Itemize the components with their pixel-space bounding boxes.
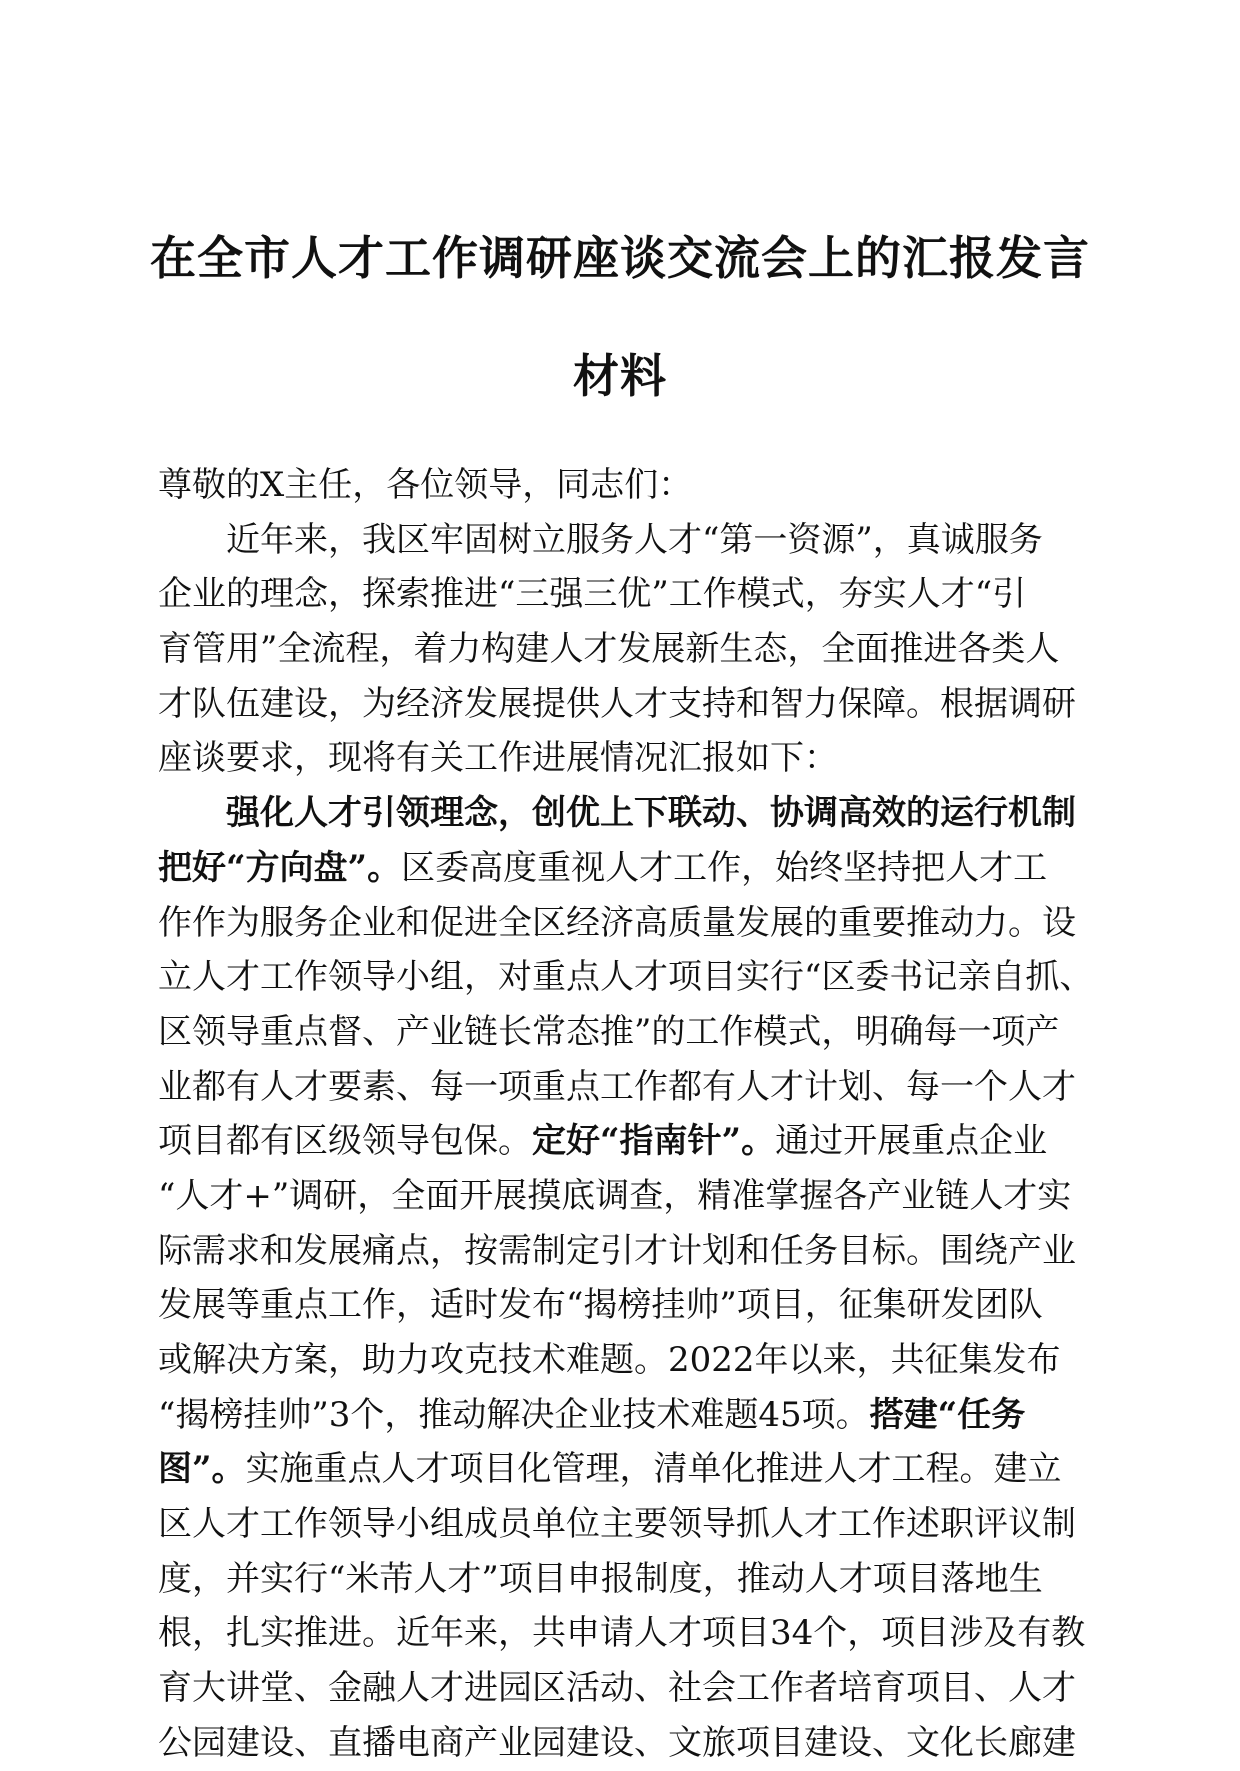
paragraph-line bbox=[158, 950, 1094, 1005]
text-run: 立人才工作领导小组，对重点人才项目实行“区委书记亲自抓、 bbox=[158, 957, 1094, 998]
text-run: 区委高度重视人才工作，始终坚持把人才工 bbox=[401, 847, 1048, 888]
paragraph-line bbox=[158, 896, 1088, 951]
paragraph-line bbox=[158, 1716, 1088, 1771]
text-run: “人才+”调研，全面开展摸底调查，精准掌握各产业链人才实 bbox=[158, 1175, 1072, 1216]
text-run: 才队伍建设，为经济发展提供人才支持和智力保障。根据调研 bbox=[158, 683, 1076, 724]
bold-text-run: 把好“方向盘”。 bbox=[158, 847, 402, 888]
bold-text-run: 强化人才引领理念，创优上下联动、协调高效的运行机制 bbox=[226, 793, 1076, 834]
text-run: 际需求和发展痛点，按需制定引才计划和任务目标。围绕产业 bbox=[158, 1230, 1076, 1271]
text-run: 实施重点人才项目化管理，清单化推进人才工程。建立 bbox=[245, 1449, 1062, 1490]
paragraph-line bbox=[158, 1388, 1088, 1443]
section-heading-line bbox=[158, 786, 1088, 841]
paragraph-line bbox=[158, 1497, 1088, 1552]
paragraph-line bbox=[158, 1060, 1088, 1115]
paragraph-line bbox=[158, 1005, 1088, 1060]
text-run: 尊敬的X主任，各位领导，同志们： bbox=[158, 465, 693, 505]
text-run: 根，扎实推进。近年来，共申请人才项目34个，项目涉及有教 bbox=[158, 1613, 1086, 1654]
paragraph-line bbox=[158, 1169, 1088, 1224]
text-run: 业都有人才要素、每一项重点工作都有人才计划、每一个人才 bbox=[158, 1066, 1076, 1107]
text-run: 公园建设、直播电商产业园建设、文旅项目建设、文化长廊建 bbox=[158, 1722, 1076, 1763]
text-run: 区人才工作领导小组成员单位主要领导抓人才工作述职评议制 bbox=[158, 1504, 1076, 1545]
paragraph-line bbox=[158, 1661, 1088, 1716]
paragraph-line bbox=[158, 731, 1088, 786]
text-run: 度，并实行“米芾人才”项目申报制度，推动人才项目落地生 bbox=[158, 1558, 1043, 1599]
paragraph-line bbox=[158, 513, 1088, 568]
paragraph-line bbox=[158, 1114, 1088, 1169]
text-run: 育大讲堂、金融人才进园区活动、社会工作者培育项目、人才 bbox=[158, 1668, 1076, 1709]
text-run: 或解决方案，助力攻克技术难题。2022年以来，共征集发布 bbox=[158, 1340, 1061, 1380]
paragraph-line bbox=[158, 1333, 1088, 1388]
bold-text-run: 图”。 bbox=[158, 1449, 246, 1490]
text-run: 企业的理念，探索推进“三强三优”工作模式，夯实人才“引 bbox=[158, 574, 1027, 615]
text-run: 区领导重点督、产业链长常态推”的工作模式，明确每一项产 bbox=[158, 1011, 1060, 1052]
paragraph-line bbox=[158, 677, 1088, 732]
bold-text-run: 定好“指南针”。 bbox=[532, 1121, 776, 1162]
paragraph-line bbox=[158, 1442, 1088, 1497]
paragraph-line bbox=[158, 1278, 1088, 1333]
document-title-line-1: 在全市人才工作调研座谈交流会上的汇报发言 bbox=[150, 231, 1090, 285]
text-run: 育管用”全流程，着力构建人才发展新生态，全面推进各类人 bbox=[158, 629, 1060, 670]
bold-text-run: 搭建“任务 bbox=[869, 1394, 1026, 1435]
paragraph-line bbox=[158, 567, 1088, 622]
text-run: 近年来，我区牢固树立服务人才“第一资源”，真诚服务 bbox=[226, 519, 1043, 560]
text-run: 座谈要求，现将有关工作进展情况汇报如下： bbox=[158, 738, 838, 779]
text-run: 作作为服务企业和促进全区经济高质量发展的重要推动力。设 bbox=[158, 902, 1076, 943]
salutation bbox=[158, 458, 1088, 513]
paragraph-line bbox=[158, 1224, 1088, 1279]
text-run: “揭榜挂帅”3个，推动解决企业技术难题45项。 bbox=[158, 1394, 870, 1435]
document-body bbox=[158, 458, 1094, 1771]
text-run: 发展等重点工作，适时发布“揭榜挂帅”项目，征集研发团队 bbox=[158, 1285, 1043, 1326]
text-run: 通过开展重点企业 bbox=[775, 1121, 1048, 1162]
paragraph-line bbox=[158, 1552, 1088, 1607]
paragraph-line bbox=[158, 622, 1088, 677]
paragraph-line bbox=[158, 841, 1088, 896]
document-title-line-2: 材料 bbox=[573, 349, 667, 403]
paragraph-line bbox=[158, 1606, 1088, 1661]
text-run: 项目都有区级领导包保。 bbox=[158, 1121, 532, 1162]
